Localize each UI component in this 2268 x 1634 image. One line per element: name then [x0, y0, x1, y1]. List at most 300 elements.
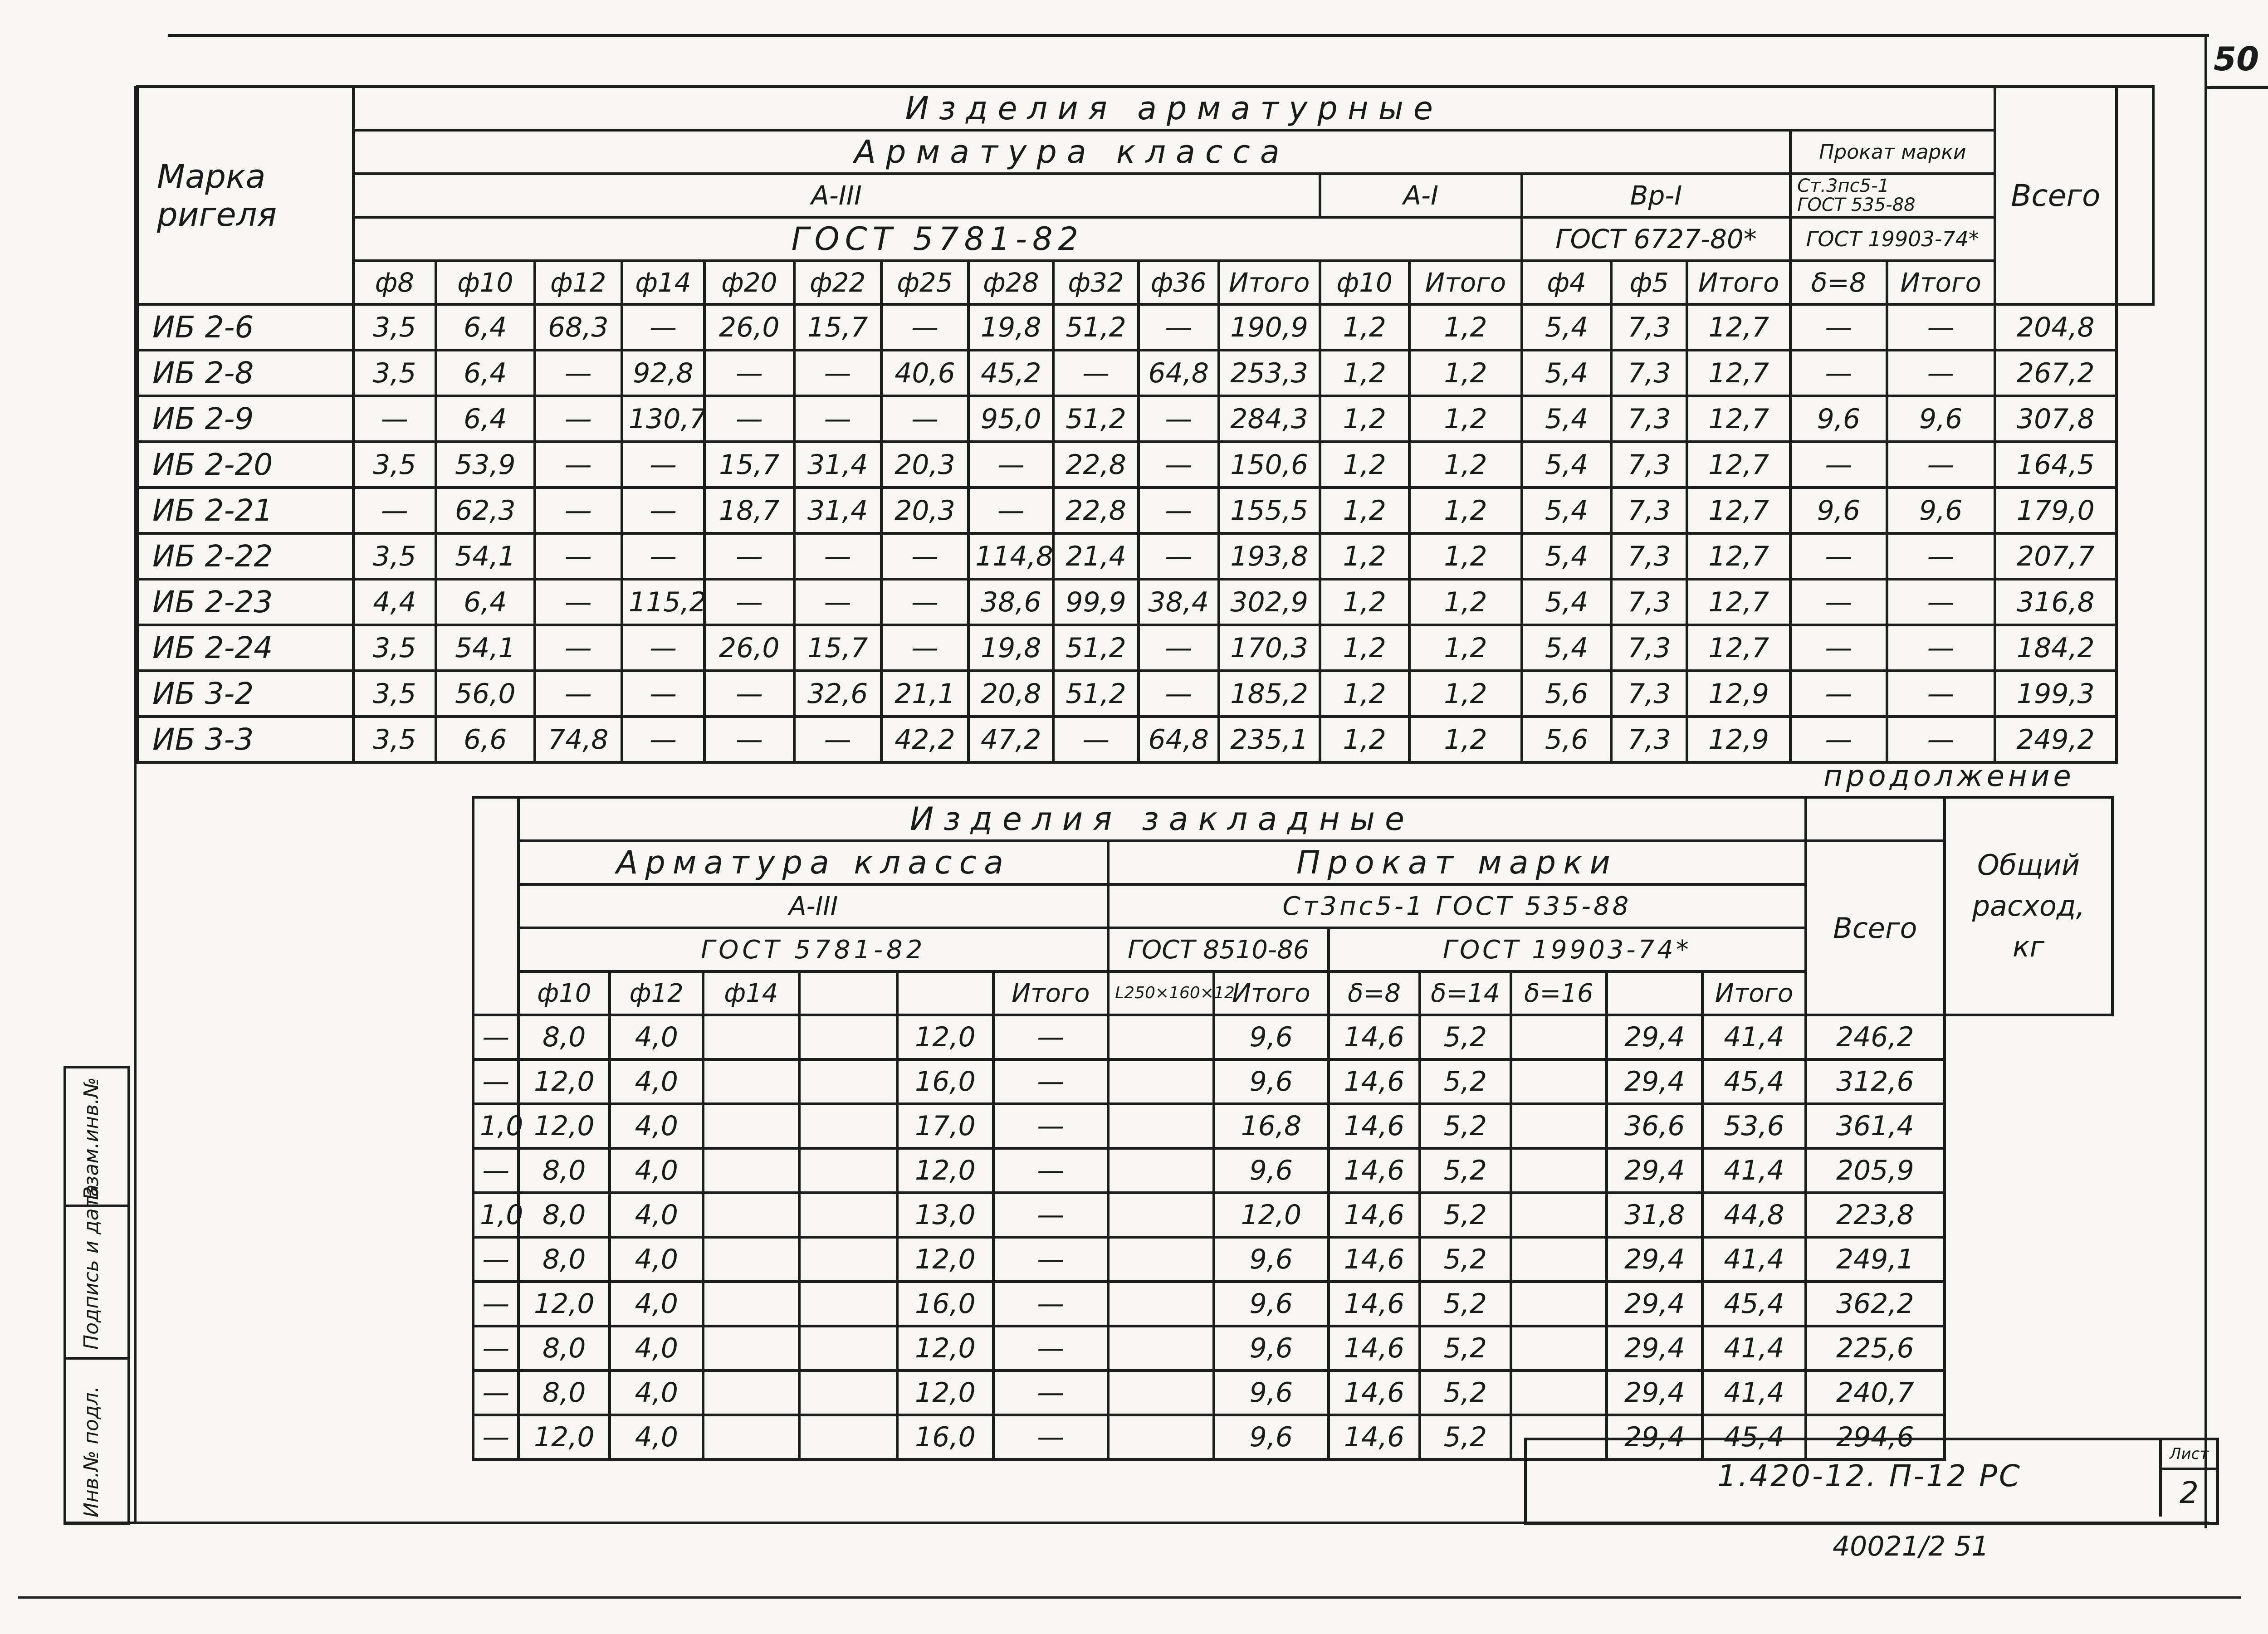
table-cell: — — [881, 304, 968, 350]
table-cell — [703, 1015, 799, 1059]
table-cell: 16,0 — [897, 1282, 993, 1326]
table-cell: 29,4 — [1607, 1415, 1702, 1459]
table-row — [137, 533, 2153, 579]
table-cell: — — [704, 350, 794, 396]
bottom-a3: A-III — [518, 884, 1108, 928]
table-cell: — — [993, 1371, 1109, 1415]
table-cell: 1,2 — [1409, 304, 1522, 350]
table-cell: — — [968, 488, 1053, 533]
table-cell: 29,4 — [1607, 1059, 1702, 1104]
col-header: ф36 — [1139, 261, 1219, 304]
col-header: δ=8 — [1329, 971, 1420, 1015]
table-cell: 4,0 — [610, 1326, 703, 1371]
embedded-products-table — [472, 796, 2114, 1461]
table-row — [137, 350, 2153, 396]
table-cell: 14,6 — [1329, 1415, 1420, 1459]
rolled-spec-line-2: ГОСТ 535-88 — [1797, 195, 1916, 215]
bp1-header: Bp-I — [1522, 174, 1790, 217]
table-cell: 12,0 — [1214, 1193, 1329, 1237]
table-row — [473, 1371, 2112, 1415]
table-cell: — — [704, 579, 794, 625]
row-total: 204,8 — [1995, 304, 2116, 350]
table-cell: — — [1887, 533, 1995, 579]
table-cell: 20,3 — [881, 488, 968, 533]
table-cell: — — [968, 442, 1053, 488]
table-cell: 62,3 — [436, 488, 535, 533]
table-cell: 16,0 — [897, 1415, 993, 1459]
table-cell: 9,6 — [1214, 1415, 1329, 1459]
table-cell: — — [993, 1193, 1109, 1237]
table-cell: 7,3 — [1611, 533, 1687, 579]
table-cell: — — [1790, 625, 1887, 671]
row-mark: ИБ 3-2 — [137, 671, 353, 717]
table-cell: — — [535, 579, 622, 625]
table-cell: — — [1790, 304, 1887, 350]
table-cell: 51,2 — [1053, 396, 1138, 442]
table-cell: 235,1 — [1219, 717, 1320, 762]
table-cell — [703, 1326, 799, 1371]
table-cell: 29,4 — [1607, 1371, 1702, 1415]
table-cell: 6,4 — [436, 304, 535, 350]
sheet-box — [2159, 1440, 2216, 1517]
table-cell: — — [1139, 488, 1219, 533]
table-cell: 1,2 — [1409, 442, 1522, 488]
mark-header: Марка ригеля — [137, 87, 353, 304]
table-cell: 32,6 — [794, 671, 881, 717]
table-row — [137, 488, 2153, 533]
table-cell: 17,0 — [897, 1104, 993, 1148]
bottom-title: Изделия закладные — [518, 797, 1805, 841]
bottom-gost-5781: ГОСТ 5781-82 — [518, 928, 1108, 971]
table-cell — [703, 1193, 799, 1237]
row-overall: 249,1 — [1806, 1237, 1945, 1282]
table-cell: — — [704, 533, 794, 579]
table-cell: 155,5 — [1219, 488, 1320, 533]
bottom-rolled-steel: Прокат марки — [1108, 841, 1806, 884]
bottom-armature-class: Арматура класса — [518, 841, 1108, 884]
table-cell: — — [473, 1326, 518, 1371]
table-cell: 36,6 — [1607, 1104, 1702, 1148]
table-cell: 4,0 — [610, 1015, 703, 1059]
row-total: 307,8 — [1995, 396, 2116, 442]
table-cell: 29,4 — [1607, 1282, 1702, 1326]
table-cell: 12,0 — [897, 1148, 993, 1193]
table-cell: 99,9 — [1053, 579, 1138, 625]
frame-top-line — [168, 34, 2209, 37]
table-cell — [1511, 1371, 1607, 1415]
table-cell: — — [993, 1415, 1109, 1459]
table-cell: 5,4 — [1522, 488, 1611, 533]
table-cell: 12,7 — [1687, 396, 1790, 442]
row-total: 316,8 — [1995, 579, 2116, 625]
table-cell: 3,5 — [353, 671, 436, 717]
row-total: 45,4 — [1702, 1415, 1805, 1459]
col-header: ф12 — [535, 261, 622, 304]
table-cell: 5,4 — [1522, 442, 1611, 488]
table-cell: 92,8 — [622, 350, 704, 396]
table-cell: 22,8 — [1053, 488, 1138, 533]
table-cell: 8,0 — [518, 1015, 610, 1059]
table-cell: 16,8 — [1214, 1104, 1329, 1148]
row-overall: 240,7 — [1806, 1371, 1945, 1415]
table-cell: — — [622, 625, 704, 671]
bottom-total-header: Всего — [1806, 841, 1945, 1015]
col-header: δ=14 — [1420, 971, 1511, 1015]
table-row — [137, 442, 2153, 488]
table-cell: — — [704, 717, 794, 762]
table-cell: — — [1887, 625, 1995, 671]
table-cell: 14,6 — [1329, 1237, 1420, 1282]
title-block-stamp — [1524, 1438, 2219, 1525]
table-cell: 7,3 — [1611, 304, 1687, 350]
table-cell: 193,8 — [1219, 533, 1320, 579]
table-cell: 8,0 — [518, 1371, 610, 1415]
table-cell: 5,2 — [1420, 1282, 1511, 1326]
row-total: 199,3 — [1995, 671, 2116, 717]
table-cell: 56,0 — [436, 671, 535, 717]
row-overall: 225,6 — [1806, 1326, 1945, 1371]
table-cell — [799, 1104, 898, 1148]
table-cell: 5,4 — [1522, 533, 1611, 579]
rolled-spec-header — [1790, 174, 1995, 217]
table-cell: 9,6 — [1214, 1371, 1329, 1415]
table-cell — [799, 1237, 898, 1282]
table-cell: — — [794, 396, 881, 442]
table-cell: 9,6 — [1214, 1148, 1329, 1193]
table-cell — [1108, 1237, 1213, 1282]
table-cell: 29,4 — [1607, 1237, 1702, 1282]
table-cell: 6,4 — [436, 350, 535, 396]
table-cell: 9,6 — [1790, 396, 1887, 442]
col-header: ф10 — [436, 261, 535, 304]
table-cell: 8,0 — [518, 1237, 610, 1282]
table-cell: 5,2 — [1420, 1193, 1511, 1237]
col-header — [897, 971, 993, 1015]
table-cell: 16,0 — [897, 1059, 993, 1104]
table-row — [137, 717, 2153, 762]
table-cell: 185,2 — [1219, 671, 1320, 717]
table-cell: — — [622, 442, 704, 488]
table-cell: 26,0 — [704, 304, 794, 350]
table-cell: 6,4 — [436, 396, 535, 442]
table-row — [137, 396, 2153, 442]
table-cell: 5,2 — [1420, 1059, 1511, 1104]
table-cell: 38,6 — [968, 579, 1053, 625]
table-cell: 14,6 — [1329, 1193, 1420, 1237]
table-cell: — — [1887, 671, 1995, 717]
col-header: ф4 — [1522, 261, 1611, 304]
table-cell — [703, 1148, 799, 1193]
table-cell: — — [1139, 625, 1219, 671]
table-cell: 5,2 — [1420, 1415, 1511, 1459]
table-cell: — — [622, 533, 704, 579]
table-cell: 1,2 — [1320, 533, 1409, 579]
table-cell: 5,6 — [1522, 717, 1611, 762]
table-cell: — — [993, 1237, 1109, 1282]
col-header: Итого — [1887, 261, 1995, 304]
armature-class-header: Арматура класса — [353, 130, 1790, 174]
table-cell: 8,0 — [518, 1326, 610, 1371]
table-cell: 7,3 — [1611, 717, 1687, 762]
table-cell: — — [1053, 350, 1138, 396]
table-row — [473, 1282, 2112, 1326]
gost-5781-header: ГОСТ 5781-82 — [353, 217, 1522, 261]
col-header: ф12 — [610, 971, 703, 1015]
table-cell: 4,4 — [353, 579, 436, 625]
table-cell — [1511, 1282, 1607, 1326]
rolled-steel-header: Прокат марки — [1790, 130, 1995, 174]
table-cell: — — [622, 304, 704, 350]
sheet-number: 2 — [2180, 1475, 2199, 1510]
strip-inv-label: Инв.№ подл. — [80, 1386, 103, 1517]
row-mark: ИБ 2-20 — [137, 442, 353, 488]
bottom-gost-19903: ГОСТ 19903-74* — [1329, 928, 1805, 971]
row-overall: 246,2 — [1806, 1015, 1945, 1059]
table-cell: 1,0 — [473, 1193, 518, 1237]
table-cell: 95,0 — [968, 396, 1053, 442]
table-cell: 12,7 — [1687, 350, 1790, 396]
table-cell: 29,4 — [1607, 1148, 1702, 1193]
col-header: Итого — [1409, 261, 1522, 304]
table-cell — [703, 1059, 799, 1104]
table-cell: 53,9 — [436, 442, 535, 488]
table-cell — [799, 1148, 898, 1193]
table-cell: — — [535, 671, 622, 717]
table-cell: 130,7 — [622, 396, 704, 442]
frame-right-line — [2204, 36, 2207, 1528]
table-cell: 74,8 — [535, 717, 622, 762]
sheet-label: Лист — [2162, 1440, 2216, 1470]
table-cell: 1,2 — [1320, 396, 1409, 442]
col-header: Итого — [1214, 971, 1329, 1015]
reinforcement-products-table — [136, 85, 2155, 764]
strip-sign-label: Подпись и дата — [80, 1184, 103, 1350]
page-number: 50 — [2214, 40, 2259, 78]
table-cell — [799, 1415, 898, 1459]
row-total: 41,4 — [1702, 1148, 1805, 1193]
table-cell: — — [473, 1237, 518, 1282]
row-mark: ИБ 2-23 — [137, 579, 353, 625]
table-cell: 68,3 — [535, 304, 622, 350]
table-cell: — — [1790, 442, 1887, 488]
a3-header: A-III — [353, 174, 1320, 217]
table-cell: 9,6 — [1887, 488, 1995, 533]
table-cell: 1,2 — [1320, 488, 1409, 533]
row-mark: ИБ 2-6 — [137, 304, 353, 350]
table-cell: — — [1887, 350, 1995, 396]
row-overall: 362,2 — [1806, 1282, 1945, 1326]
table-cell: 5,4 — [1522, 350, 1611, 396]
table-cell: 5,2 — [1420, 1148, 1511, 1193]
table-cell: 12,0 — [897, 1237, 993, 1282]
table-cell: 18,7 — [704, 488, 794, 533]
col-header: Итого — [1687, 261, 1790, 304]
table-cell — [1108, 1104, 1213, 1148]
table-row — [473, 1015, 2112, 1059]
table-cell: — — [794, 579, 881, 625]
document-code: 1.420-12. П-12 РС — [1717, 1458, 2022, 1493]
col-header: ф8 — [353, 261, 436, 304]
table-cell: 15,7 — [704, 442, 794, 488]
table-cell: 7,3 — [1611, 579, 1687, 625]
table-cell: — — [1887, 304, 1995, 350]
table-cell — [703, 1237, 799, 1282]
table-cell: 14,6 — [1329, 1326, 1420, 1371]
table-cell: — — [622, 717, 704, 762]
table-cell: 1,2 — [1409, 533, 1522, 579]
row-overall: 205,9 — [1806, 1148, 1945, 1193]
table-cell: — — [1139, 396, 1219, 442]
table-cell: 170,3 — [1219, 625, 1320, 671]
row-total: 44,8 — [1702, 1193, 1805, 1237]
table-cell: 190,9 — [1219, 304, 1320, 350]
row-overall: 223,8 — [1806, 1193, 1945, 1237]
row-overall: 361,4 — [1806, 1104, 1945, 1148]
table-cell: — — [1790, 671, 1887, 717]
table-cell: — — [535, 350, 622, 396]
table-cell: 51,2 — [1053, 671, 1138, 717]
table-cell: 3,5 — [353, 304, 436, 350]
table-cell: — — [993, 1104, 1109, 1148]
row-total: 45,4 — [1702, 1059, 1805, 1104]
table-cell — [703, 1371, 799, 1415]
table-cell: 12,9 — [1687, 671, 1790, 717]
table-cell: 14,6 — [1329, 1371, 1420, 1415]
table-cell — [799, 1282, 898, 1326]
table-cell — [1108, 1015, 1213, 1059]
table-cell: 1,2 — [1409, 488, 1522, 533]
table-cell: 1,0 — [473, 1104, 518, 1148]
table-cell: 13,0 — [897, 1193, 993, 1237]
table-cell — [1108, 1282, 1213, 1326]
table-cell: 19,8 — [968, 304, 1053, 350]
table-cell: 4,0 — [610, 1371, 703, 1415]
table-cell: 1,2 — [1409, 625, 1522, 671]
col-header: Итого — [993, 971, 1109, 1015]
table-cell: 12,7 — [1687, 304, 1790, 350]
table-cell: 12,0 — [897, 1326, 993, 1371]
table-cell: 29,4 — [1607, 1326, 1702, 1371]
col-header: Итого — [1702, 971, 1805, 1015]
table-cell: 302,9 — [1219, 579, 1320, 625]
table-cell — [1511, 1059, 1607, 1104]
table-cell — [703, 1282, 799, 1326]
table-cell: 64,8 — [1139, 350, 1219, 396]
col-header: δ=8 — [1790, 261, 1887, 304]
table-cell: 5,2 — [1420, 1237, 1511, 1282]
table-cell — [1511, 1148, 1607, 1193]
table-cell: — — [1790, 717, 1887, 762]
overall-unit: кг — [2013, 930, 2045, 963]
row-total: 184,2 — [1995, 625, 2116, 671]
table-cell: 21,1 — [881, 671, 968, 717]
col-header: ф20 — [704, 261, 794, 304]
col-header: ф10 — [518, 971, 610, 1015]
overall-header — [1945, 797, 2112, 1015]
table-cell: 253,3 — [1219, 350, 1320, 396]
table-cell: 7,3 — [1611, 350, 1687, 396]
table-cell — [1108, 1326, 1213, 1371]
table-cell: — — [881, 579, 968, 625]
table-cell: — — [881, 533, 968, 579]
table-cell: 9,6 — [1214, 1059, 1329, 1104]
table-cell: — — [1139, 671, 1219, 717]
table-cell: 15,7 — [794, 304, 881, 350]
table-cell: 8,0 — [518, 1148, 610, 1193]
row-mark: ИБ 2-21 — [137, 488, 353, 533]
bottom-blank-top — [1806, 797, 1945, 841]
table-cell: 12,7 — [1687, 625, 1790, 671]
col-header: ф10 — [1320, 261, 1409, 304]
table-cell: 19,8 — [968, 625, 1053, 671]
gost-19903-header: ГОСТ 19903-74* — [1790, 217, 1995, 261]
row-mark: ИБ 2-22 — [137, 533, 353, 579]
top-total-header: Всего — [1995, 87, 2116, 304]
table-cell: 5,4 — [1522, 396, 1611, 442]
gost-6727-header: ГОСТ 6727-80* — [1522, 217, 1790, 261]
table-cell: 12,7 — [1687, 579, 1790, 625]
table-cell: 51,2 — [1053, 625, 1138, 671]
table-cell: 4,0 — [610, 1282, 703, 1326]
bottom-rolled-spec: Ст3пс5-1 ГОСТ 535-88 — [1108, 884, 1806, 928]
table-cell: 150,6 — [1219, 442, 1320, 488]
table-cell: — — [1139, 304, 1219, 350]
table-cell: 3,5 — [353, 350, 436, 396]
left-title-strip — [64, 1066, 130, 1525]
table-cell: — — [622, 488, 704, 533]
a1-header: A-I — [1320, 174, 1522, 217]
table-cell: — — [993, 1326, 1109, 1371]
row-mark: ИБ 2-24 — [137, 625, 353, 671]
overall-label: Общий расход, — [1972, 849, 2085, 922]
table-cell: 5,2 — [1420, 1326, 1511, 1371]
table-cell: 54,1 — [436, 533, 535, 579]
table-cell: 1,2 — [1320, 442, 1409, 488]
table-cell: — — [1139, 533, 1219, 579]
table-cell: 26,0 — [704, 625, 794, 671]
table-cell: — — [1887, 442, 1995, 488]
table-cell: 12,7 — [1687, 488, 1790, 533]
row-total: 41,4 — [1702, 1371, 1805, 1415]
row-total: 249,2 — [1995, 717, 2116, 762]
table-cell: 1,2 — [1409, 671, 1522, 717]
table-cell: 29,4 — [1607, 1015, 1702, 1059]
table-cell: 1,2 — [1320, 304, 1409, 350]
table-cell — [799, 1015, 898, 1059]
table-row — [473, 1193, 2112, 1237]
table-cell: — — [993, 1282, 1109, 1326]
table-cell: 284,3 — [1219, 396, 1320, 442]
table-cell: — — [1053, 717, 1138, 762]
table-cell: 14,6 — [1329, 1148, 1420, 1193]
table-cell — [703, 1415, 799, 1459]
table-cell: — — [353, 396, 436, 442]
table-cell: — — [1790, 533, 1887, 579]
row-total: 207,7 — [1995, 533, 2116, 579]
table-cell: 12,7 — [1687, 533, 1790, 579]
table-cell — [799, 1371, 898, 1415]
table-cell: — — [1887, 579, 1995, 625]
table-cell: — — [794, 717, 881, 762]
col-header: L250×160×12 — [1108, 971, 1213, 1015]
table-cell — [1108, 1415, 1213, 1459]
table-cell: 4,0 — [610, 1237, 703, 1282]
table-cell: 38,4 — [1139, 579, 1219, 625]
table-row — [473, 1148, 2112, 1193]
table-cell: 12,0 — [518, 1415, 610, 1459]
col-header: Итого — [1219, 261, 1320, 304]
table-cell: 5,2 — [1420, 1371, 1511, 1415]
